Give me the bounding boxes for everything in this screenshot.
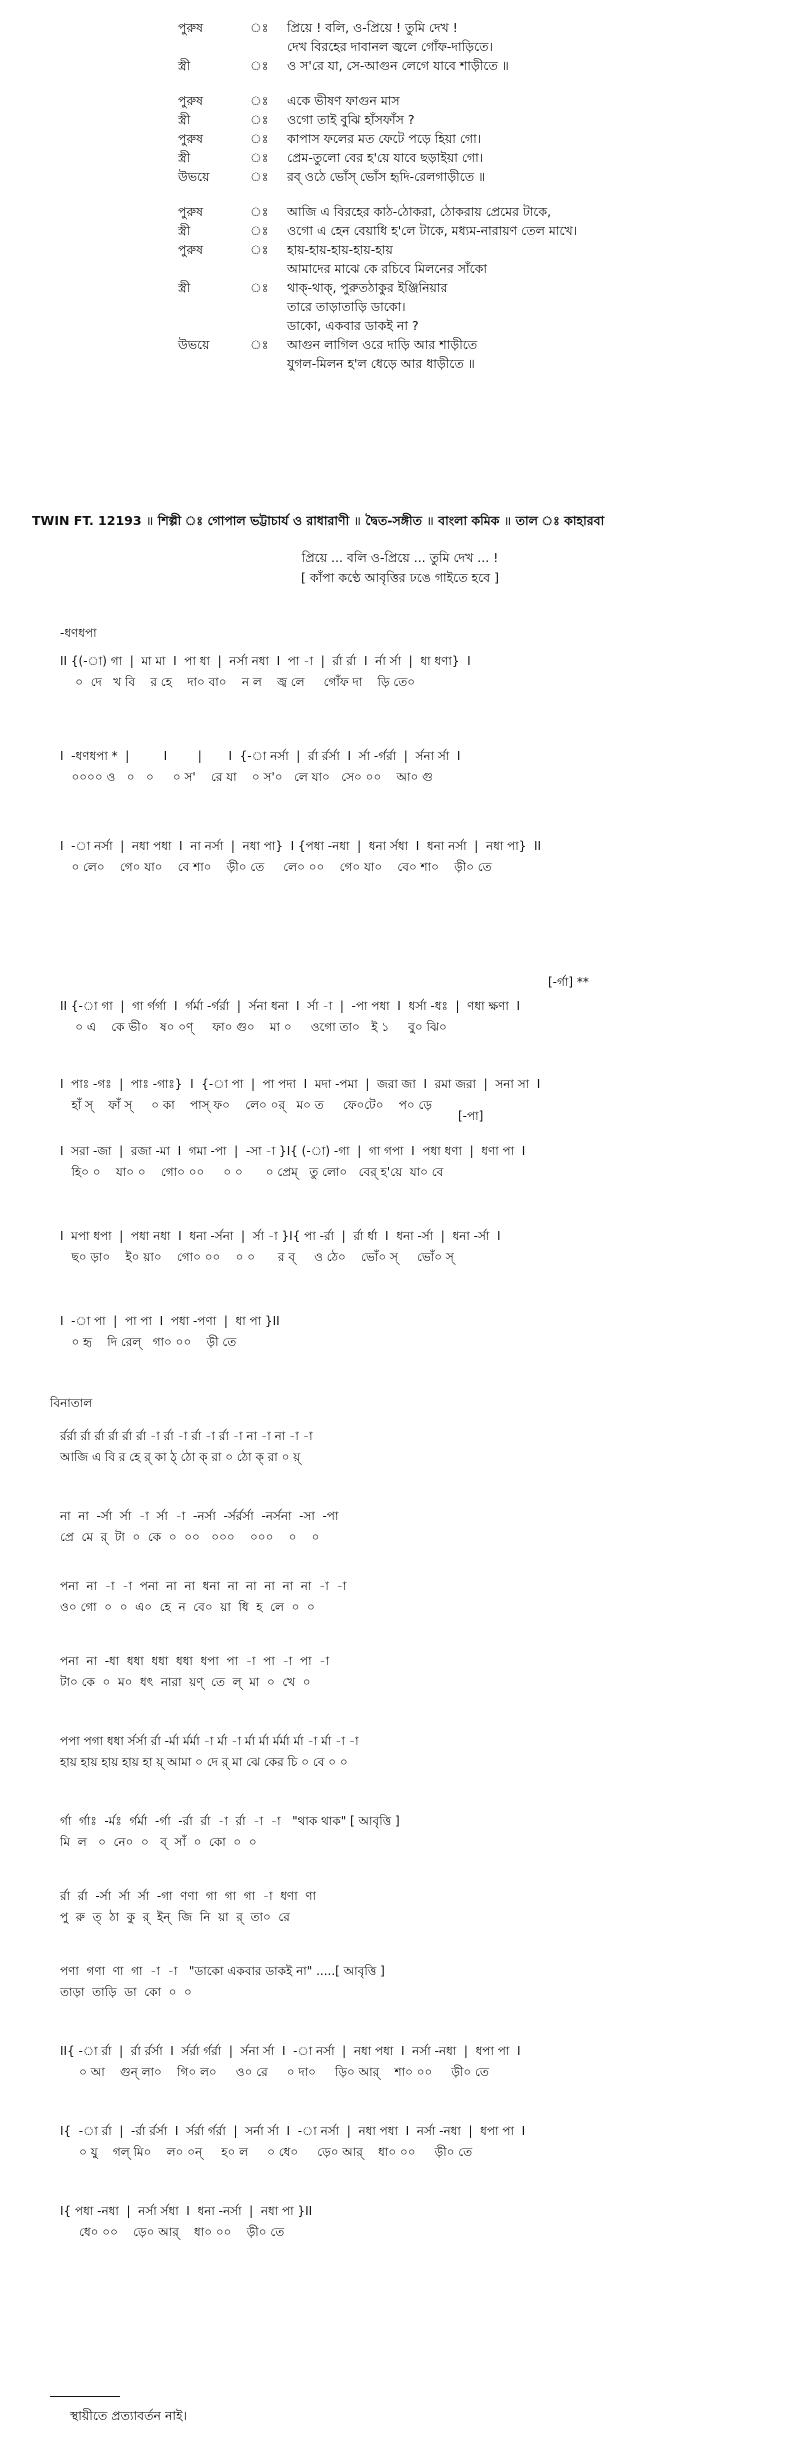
- lyric-syllable-line: ০০০০ ও ০ ০ ০ স' রে যা ০ স'০ লে যা০ সে০ ০০ আ০ গু: [60, 770, 433, 784]
- speaker: স্ত্রী: [178, 150, 191, 165]
- speaker-colon: ঃ: [250, 93, 269, 108]
- stanza-gap: [0, 186, 800, 202]
- lyric-line: [0, 221, 800, 240]
- footer-note: স্থায়ীতে প্রত্যাবর্তন নাই।: [70, 2408, 188, 2423]
- lyric-syllable-line: ছ০ ড়া০ ই০ য়া০ গো০ ০০ ০ ০ র ব্ ও ঠে০ ভোঁ০ স্ ভোঁ০ স্: [60, 1250, 454, 1264]
- notation-row: [60, 1310, 760, 1352]
- speaker-colon: ঃ: [250, 58, 269, 73]
- notation-row: [60, 745, 760, 787]
- lyric-line: [0, 37, 800, 56]
- singers-label: শিল্পী ঃ: [157, 513, 204, 528]
- lyric-text: রব্ ওঠে ভোঁস্ ভোঁস হৃদি-রেলগাড়ীতে ॥: [287, 169, 486, 184]
- notation-row: [60, 1575, 760, 1617]
- notation-row: [60, 1140, 760, 1182]
- lyric-line: [0, 354, 800, 373]
- speaker-colon: ঃ: [250, 204, 269, 219]
- lyric-text: যুগল-মিলন হ'ল ধেড়ে আর ধাড়ীতে ॥: [287, 356, 475, 371]
- speaker: উভয়ে: [178, 337, 210, 352]
- speaker: পুরুষ: [178, 204, 203, 219]
- lyric-text: একে ভীষণ ফাগুন মাস: [287, 93, 400, 108]
- notation-row: [60, 1225, 760, 1267]
- speaker: স্ত্রী: [178, 112, 191, 127]
- swara-line: I -ধণধপা * | I | I {-া নর্সা | র্রা র্রর্সা I র্সা -র্গর্রা | র্সনা র্সা I: [60, 749, 461, 763]
- lyric-syllable-line: পু রু ত্ ঠা কু র্ ইন্ জি নি য়া র্ তা০ রে: [60, 1910, 290, 1924]
- lyric-line: [0, 129, 800, 148]
- lyric-text: আমাদের মাঝে কে রচিবে মিলনের সাঁকো: [287, 261, 487, 276]
- swara-line: I মপা ধপা | পধা নধা I ধনা -র্সনা | র্সা -া }I{ পা -র্রা | র্রা র্ধা I ধনা -র্সা | ধনা -র্সা I: [60, 1229, 501, 1243]
- swara-line: পপা পগা ধধা র্সর্সা র্রা -র্মা র্মর্মা -া র্মা -া র্মা র্মা র্মর্মা র্মা -া র্মা -া -া: [60, 1734, 359, 1748]
- intro-line: প্রিয়ে ... বলি ও-প্রিয়ে ... তুমি দেখ ... !: [301, 550, 499, 565]
- swara-line: I সরা -জা | রজা -মা I গমা -পা | -সা -া }I{ (-া) -গা | গা গপা I পধা ধণা | ধণা পা I: [60, 1144, 526, 1158]
- separator: ॥: [145, 513, 154, 528]
- lyric-syllable-line: প্রে মে র্ টা ০ কে ০ ০০ ০০০ ০০০ ০ ০: [60, 1530, 320, 1544]
- tala-label: তাল ঃ: [515, 513, 560, 528]
- swara-line: র্রর্রা র্রা র্রা র্রা র্রা র্রা -া র্রা -া র্রা -া র্রা -া না -া না -া -া: [60, 1429, 313, 1443]
- swara-line: র্গা র্গাঃ -র্মঃ র্গর্মা -র্গা -র্রা র্রা -া র্রা -া -া "থাক থাক" [ আবৃত্তি ]: [60, 1814, 400, 1828]
- lyric-line: [0, 167, 800, 186]
- speaker: উভয়ে: [178, 169, 210, 184]
- swara-line: পণা গণা ণা গা -া -া "ডাকো একবার ডাকই না" .....[ আবৃত্তি ]: [60, 1964, 385, 1978]
- genre: দ্বৈত-সঙ্গীত: [365, 513, 422, 528]
- notation-row: [60, 2120, 760, 2162]
- lyric-text: ওগো তাই বুঝি হাঁসফাঁস ?: [287, 112, 415, 127]
- lyric-syllable-line: হায় হায় হায় হায় হা য়্ আমা ০ দে র্ মা ঝে কের চি ০ বে ০ ০: [60, 1755, 348, 1769]
- stanza-gap: [0, 75, 800, 91]
- speaker: পুরুষ: [178, 242, 203, 257]
- speaker-colon: ঃ: [250, 337, 269, 352]
- swara-line: I{ পধা -নধা | নর্সা র্সধা I ধনা -নর্সা | নধা পা }II: [60, 2204, 313, 2218]
- lyric-syllable-line: হাঁ স্ ফাঁ স্ ০ কা পাস্ ফ০ লে০ ০র্ ম০ ত ফে০টে০ প০ ড়ে: [60, 1098, 432, 1112]
- record-number: TWIN FT. 12193: [32, 513, 142, 528]
- lyric-text: প্রেম-তুলো বের হ'য়ে যাবে ছড়াইয়া গো।: [287, 150, 484, 165]
- notation-tag: -ধণধপা: [60, 626, 97, 640]
- lyric-syllable-line: তাড়া তাড়ি ডা কো ০ ০: [60, 1985, 192, 1999]
- separator: ॥: [426, 513, 434, 528]
- notation-row: [60, 1505, 760, 1547]
- lyric-syllable-line: ০ এ কে ভী০ ষ০ ০ণ্ ফা০ গু০ মা ০ ওগো তা০ ই ১ বু০ ঝি০: [60, 1020, 447, 1034]
- lyric-text: থাক্-থাক্, পুরুতঠাকুর ইঞ্জিনিয়ার: [287, 280, 448, 295]
- lyric-text: ও স'রে যা, সে-আগুন লেগে যাবে শাড়ীতে ॥: [287, 58, 509, 73]
- speaker-colon: ঃ: [250, 131, 269, 146]
- speaker-colon: ঃ: [250, 242, 269, 257]
- lyric-syllable-line: হি০ ০ যা০ ০ গো০ ০০ ০ ০ ০ প্রেম্ তু লো০ বের্ হ'য়ে যা০ বে: [60, 1165, 444, 1179]
- lyric-syllable-line: ০ আ গুন্ লা০ গি০ ল০ ও০ রে ০ দা০ ড়ি০ আর্ শা০ ০০ ড়ী০ তে: [60, 2065, 489, 2079]
- speaker: স্ত্রী: [178, 223, 191, 238]
- notation-row: [60, 1730, 760, 1772]
- notation-row: [60, 1073, 760, 1115]
- swara-line: পনা না -ধা ধধা ধধা ধধা ধপা পা -া পা -া পা -া: [60, 1654, 330, 1668]
- lyric-text: আগুন লাগিল ওরে দাড়ি আর শাড়ীতে: [287, 337, 478, 352]
- notation-row: [60, 995, 760, 1037]
- lyric-line: [0, 202, 800, 221]
- lyric-text: তারে তাড়াতাড়ি ডাকো।: [287, 299, 406, 314]
- notation-row: [60, 2200, 760, 2242]
- notation-row: [60, 650, 760, 692]
- lyric-line: [0, 110, 800, 129]
- footer-divider: [50, 2396, 120, 2397]
- lyric-syllable-line: আজি এ বি র হে র্ কা ঠ্ ঠো ক্ রা ০ ঠো ক্ রা ০ য়্: [60, 1450, 301, 1464]
- lyric-text: ডাকো, একবার ডাকই না ?: [287, 318, 419, 333]
- lyric-syllable-line: টা০ কে ০ ম০ ধৎ নারা য়ণ্ তে ল্ মা ০ খে ০: [60, 1675, 311, 1689]
- swara-line: II {(-া) গা | মা মা I পা ধা | নর্সা নধা I পা -া | র্রা র্রা I র্না র্সা | ধা ধণা} I: [60, 654, 471, 668]
- speaker: পুরুষ: [178, 93, 203, 108]
- notation-row: [60, 1885, 760, 1927]
- lyrics-block: [0, 18, 800, 373]
- swara-line: I -া নর্সা | নধা পধা I না নর্সা | নধা পা} I {পধা -নধা | ধনা র্সধা I ধনা নর্সা | নধা পা} II: [60, 839, 542, 853]
- section-label: বিনাতাল: [50, 1396, 93, 1410]
- lyric-line: [0, 56, 800, 75]
- lyric-text: কাপাস ফলের মত ফেটে পড়ে হিয়া গো।: [287, 131, 482, 146]
- separator: ॥: [503, 513, 512, 528]
- lyric-syllable-line: ধে০ ০০ ড়ে০ আর্ ধা০ ০০ ড়ী০ তে: [60, 2225, 285, 2239]
- lyric-syllable-line: ০ যু গল্ মি০ ল০ ০ন্ হ০ ল ০ ধে০ ড়ে০ আর্ ধা০ ০০ ড়ী০ তে: [60, 2145, 473, 2159]
- swara-line: না না -র্সা র্সা -া র্সা -া -নর্সা -র্সর্রর্সা -নর্সনা -সা -পা: [60, 1509, 339, 1523]
- notation-row: [60, 835, 760, 877]
- speaker-colon: ঃ: [250, 223, 269, 238]
- speaker-colon: ঃ: [250, 150, 269, 165]
- notation-tag: [-র্গা] **: [548, 975, 589, 989]
- lyric-line: [0, 335, 800, 354]
- lyric-text: হায়-হায়-হায়-হায়-হায়: [287, 242, 393, 257]
- lyric-text: ওগো এ হেন বেয়াধি হ'লে টাকে, মধ্যম-নারায়ণ তেল মাখে।: [287, 223, 578, 238]
- tala: কাহারবা: [564, 513, 605, 528]
- notation-tag: [-পা]: [458, 1109, 484, 1123]
- singers: গোপাল ভট্টাচার্য ও রাধারাণী: [207, 513, 350, 528]
- speaker-colon: ঃ: [250, 112, 269, 127]
- swara-line: II {-া গা | গা র্গর্গা I র্গর্মা -র্গর্রা | র্সনা ধনা I র্সা -া | -পা পধা I ধর্সা -ধঃ | ণধা ক্ষণা I: [60, 999, 521, 1013]
- credit-line: [32, 512, 792, 533]
- lyric-syllable-line: ০ দে খ বি র হে দা০ বা০ ন ল জ্ব লে গোঁফ দা ড়ি তে০: [60, 675, 415, 689]
- swara-line: I পাঃ -গঃ | পাঃ -গাঃ} I {-া পা | পা পদা I মদা -পমা | জরা জা I রমা জরা | সনা সা I: [60, 1077, 541, 1091]
- song-type: বাংলা কমিক: [438, 513, 500, 528]
- notation-row: [60, 1810, 760, 1852]
- lyric-line: [0, 240, 800, 259]
- speaker: স্ত্রী: [178, 280, 191, 295]
- speaker: পুরুষ: [178, 20, 203, 35]
- speaker: পুরুষ: [178, 131, 203, 146]
- swara-line: I -া পা | পা পা I পধা -পণা | ধা পা }II: [60, 1314, 280, 1328]
- speaker-colon: ঃ: [250, 169, 269, 184]
- swara-line: II{ -া র্রা | র্রা র্রর্সা I র্সর্রা র্গর্রা | র্সনা র্সা I -া নর্সা | নধা পধা I নর্সা -নধা | ধপা পা I: [60, 2044, 521, 2058]
- swara-line: র্রা র্রা -র্সা র্সা র্সা -গা ণণা গা গা গা -া ধণা ণা: [60, 1889, 317, 1903]
- notation-row: [60, 2040, 760, 2082]
- lyric-syllable-line: ০ হৃ দি রেল্ গা০ ০০ ড়ী তে: [60, 1335, 237, 1349]
- notation-row: [60, 1425, 760, 1467]
- lyric-syllable-line: মি ল ০ নে০ ০ ব্ সাঁ ০ কো ০ ০: [60, 1835, 257, 1849]
- lyric-line: [0, 259, 800, 278]
- lyric-syllable-line: ও০ গো ০ ০ এ০ হে ন বে০ য়া ধি হ লে ০ ০: [60, 1600, 315, 1614]
- notation-row: [60, 1650, 760, 1692]
- lyric-text: আজি এ বিরহের কাঠ-ঠোকরা, ঠোকরায় প্রেমের টাকে,: [287, 204, 552, 219]
- lyric-line: [0, 297, 800, 316]
- separator: ॥: [353, 513, 362, 528]
- intro-note: [ কাঁপা কণ্ঠে আবৃত্তির ঢঙে গাইতে হবে ]: [301, 570, 499, 585]
- lyric-line: [0, 148, 800, 167]
- swara-line: পনা না -া -া পনা না না ধনা না না না না না -া -া: [60, 1579, 347, 1593]
- swara-line: I{ -া র্রা | -র্রা র্রর্সা I র্সর্রা র্গর্রা | সর্না র্সা I -া নর্সা | নধা পধা I নর্সা -নধা | ধপা পা I: [60, 2124, 526, 2138]
- lyric-text: দেখ বিরহের দাবানল জ্বলে গোঁফ-দাড়িতে।: [287, 39, 493, 54]
- lyric-line: [0, 91, 800, 110]
- notation-row: [60, 1960, 760, 2002]
- speaker: স্ত্রী: [178, 58, 191, 73]
- lyric-line: [0, 278, 800, 297]
- lyric-syllable-line: ০ লে০ গে০ যা০ বে শা০ ড়ী০ তে লে০ ০০ গে০ যা০ বে০ শা০ ড়ী০ তে: [60, 860, 492, 874]
- lyric-text: প্রিয়ে ! বলি, ও-প্রিয়ে ! তুমি দেখ !: [287, 20, 458, 35]
- speaker-colon: ঃ: [250, 20, 269, 35]
- speaker-colon: ঃ: [250, 280, 269, 295]
- lyric-line: [0, 18, 800, 37]
- lyric-line: [0, 316, 800, 335]
